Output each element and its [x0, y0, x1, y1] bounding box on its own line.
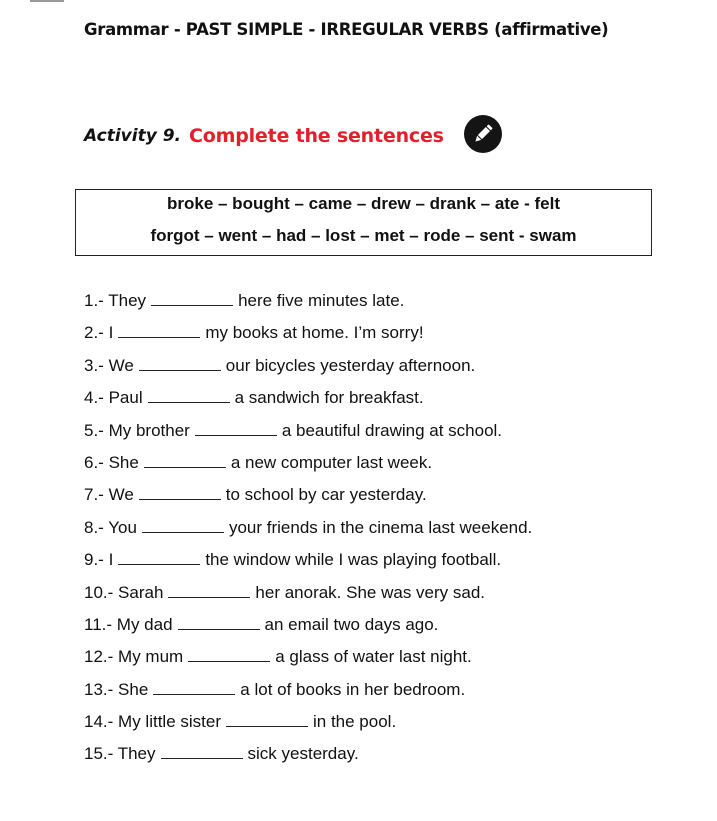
sentence-item — [84, 515, 532, 547]
sentence-item — [84, 612, 532, 644]
answer-blank[interactable] — [168, 583, 250, 598]
sentence-number: 2.- — [84, 323, 104, 343]
sentence-number: 8.- — [84, 517, 104, 537]
sentence-item — [84, 450, 532, 482]
sentence-subject: Sarah — [118, 582, 164, 602]
answer-blank[interactable] — [161, 744, 243, 759]
sentence-subject: I — [108, 550, 114, 570]
sentence-subject: I — [108, 323, 114, 343]
word-bank — [75, 189, 652, 256]
sentence-item — [84, 547, 532, 579]
sentence-item — [84, 741, 532, 773]
sentence-number: 12.- — [84, 647, 114, 667]
sentence-rest: a lot of books in her bedroom. — [240, 679, 466, 699]
sentence-rest: an email two days ago. — [264, 614, 439, 634]
sentence-number: 11.- — [84, 614, 113, 634]
sentence-subject: She — [108, 452, 139, 472]
sentence-item — [84, 482, 532, 514]
sentence-rest: a glass of water last night. — [275, 647, 472, 667]
sentence-number: 3.- — [84, 355, 104, 375]
sentence-subject: She — [118, 679, 149, 699]
answer-blank[interactable] — [118, 323, 200, 338]
sentence-item — [84, 385, 532, 417]
sentence-rest: my books at home. I’m sorry! — [205, 323, 424, 343]
answer-blank[interactable] — [142, 518, 224, 533]
sentence-subject: We — [108, 485, 134, 505]
sentence-rest: a sandwich for breakfast. — [234, 388, 424, 408]
answer-blank[interactable] — [188, 647, 270, 662]
answer-blank[interactable] — [226, 712, 308, 727]
sentence-item — [84, 320, 532, 352]
answer-blank[interactable] — [178, 615, 260, 630]
sentence-list — [84, 288, 532, 774]
sentence-item — [84, 709, 532, 741]
answer-blank[interactable] — [148, 388, 230, 403]
sentence-item — [84, 580, 532, 612]
sentence-number: 7.- — [84, 485, 104, 505]
sentence-rest: a new computer last week. — [230, 452, 433, 472]
answer-blank[interactable] — [118, 550, 200, 565]
answer-blank[interactable] — [139, 356, 221, 371]
sentence-subject: You — [108, 517, 137, 537]
sentence-subject: My brother — [108, 420, 190, 440]
sentence-number: 15.- — [84, 744, 114, 764]
pencil-icon — [464, 115, 502, 153]
sentence-rest: her anorak. She was very sad. — [255, 582, 486, 602]
sentence-number: 10.- — [84, 582, 114, 602]
sentence-number: 9.- — [84, 550, 104, 570]
sentence-number: 1.- — [84, 291, 104, 310]
sentence-subject: My little sister — [118, 712, 221, 732]
answer-blank[interactable] — [151, 291, 233, 306]
sentence-rest: in the pool. — [313, 712, 397, 732]
sentence-subject: They — [108, 291, 147, 310]
sentence-number: 14.- — [84, 712, 114, 732]
sentence-rest: your friends in the cinema last weekend. — [228, 517, 533, 537]
sentence-rest: here five minutes late. — [238, 291, 405, 310]
word-bank-line-1: broke – bought – came – drew – drank – ate - felt — [166, 194, 560, 213]
top-edge-mark — [30, 0, 64, 2]
sentence-item — [84, 644, 532, 676]
sentence-rest: a beautiful drawing at school. — [281, 420, 503, 440]
page-title: Grammar - PAST SIMPLE - IRREGULAR VERBS (affirmative) — [84, 20, 609, 39]
sentence-number: 6.- — [84, 452, 104, 472]
sentence-rest: to school by car yesterday. — [225, 485, 427, 505]
activity-label: Activity 9. — [84, 126, 181, 146]
sentence-rest: sick yesterday. — [247, 744, 359, 764]
sentence-rest: the window while I was playing football. — [205, 550, 502, 570]
sentence-subject: My mum — [118, 647, 184, 667]
sentence-subject: Paul — [108, 388, 143, 408]
sentence-subject: We — [108, 355, 134, 375]
sentence-item — [84, 353, 532, 385]
sentence-item — [84, 288, 532, 320]
sentence-subject: They — [117, 744, 156, 764]
sentence-number: 5.- — [84, 420, 104, 440]
sentence-number: 13.- — [84, 679, 114, 699]
sentence-item — [84, 677, 532, 709]
word-bank-line-2: forgot – went – had – lost – met – rode – sent - swam — [150, 226, 577, 245]
answer-blank[interactable] — [139, 485, 221, 500]
sentence-number: 4.- — [84, 388, 104, 408]
answer-blank[interactable] — [195, 421, 277, 436]
sentence-rest: our bicycles yesterday afternoon. — [225, 355, 476, 375]
answer-blank[interactable] — [153, 680, 235, 695]
answer-blank[interactable] — [144, 453, 226, 468]
activity-header — [84, 118, 444, 154]
activity-instruction: Complete the sentences — [189, 125, 444, 147]
sentence-subject: My dad — [116, 614, 173, 634]
sentence-item — [84, 418, 532, 450]
